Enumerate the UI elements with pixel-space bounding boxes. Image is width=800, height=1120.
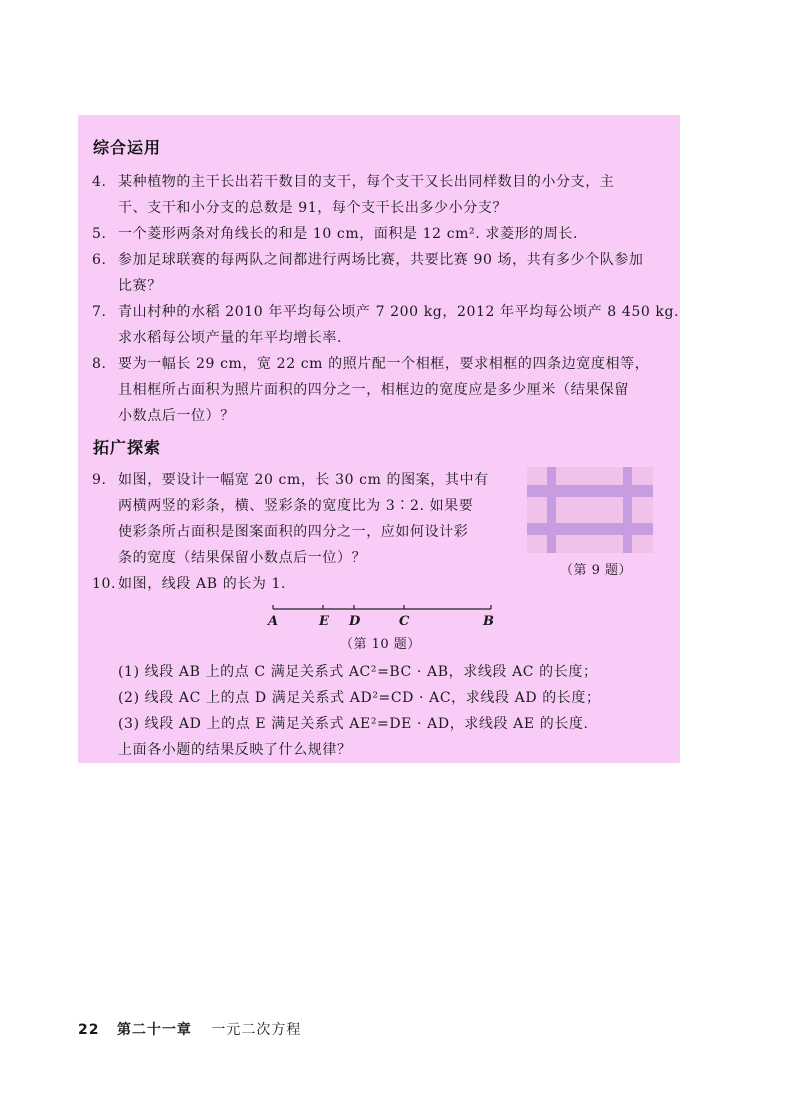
horizontal-stripe [527,485,653,497]
problem-text: 条的宽度（结果保留小数点后一位）？ [118,550,367,566]
problem-text: 某种植物的主干长出若干数目的支干，每个支干又长出同样数目的小分支，主 [118,174,615,190]
problem-text: 要为一幅长 29 cm，宽 22 cm 的照片配一个相框，要求相框的四条边宽度相等， [118,356,650,372]
horizontal-stripe [527,523,653,535]
problem-text: 使彩条所占面积是图案面积的四分之一，应如何设计彩 [118,524,469,540]
point-label-c: C [399,614,410,629]
problem-number: 8. [92,356,107,372]
problem-text: 干、支干和小分支的总数是 91，每个支干长出多少小分支？ [118,200,508,216]
problem-8 [92,351,649,429]
vertical-stripe [623,467,632,553]
subquestion-3: (3) 线段 AD 上的点 E 满足关系式 AE²=DE · AD，求线段 AE 的长度. [118,716,589,732]
problem-text: 如图，要设计一幅宽 20 cm，长 30 cm 的图案，其中有 [118,472,489,488]
problem-number: 9. [92,472,107,488]
problem-text: 如图，线段 AB 的长为 1. [118,576,287,592]
subquestion-1: (1) 线段 AB 上的点 C 满足关系式 AC²=BC · AB，求线段 AC 的长度； [118,664,598,680]
exercise-panel [78,115,680,763]
section-heading-explore: 拓广探索 [93,438,162,457]
problem-4 [92,169,614,221]
problem-number: 7. [92,304,107,320]
point-label-a: A [268,614,279,629]
problem-10-subquestions [118,659,601,763]
problem-5 [92,221,578,247]
point-label-b: B [483,614,494,629]
problem-text: 比赛？ [118,278,162,294]
problem-10 [92,571,286,597]
problem-number: 5. [92,226,107,242]
figure-9-caption: （第 9 题） [560,563,633,578]
page-number: 22 [78,1022,100,1038]
figure-10-caption: （第 10 题） [340,637,421,652]
section-heading-applied: 综合运用 [93,138,162,157]
subquestion-4: 上面各小题的结果反映了什么规律？ [118,742,352,758]
problem-text: 参加足球联赛的每两队之间都进行两场比赛，共要比赛 90 场，共有多少个队参加 [118,252,644,268]
problem-text: 一个菱形两条对角线长的和是 10 cm，面积是 12 cm². 求菱形的周长. [118,226,579,242]
page-footer [78,1019,301,1039]
figure-10-segment [268,601,498,617]
problem-number: 6. [92,252,107,268]
problem-number: 10. [92,576,117,592]
vertical-stripe [547,467,556,553]
point-label-d: D [349,614,361,629]
problem-text: 求水稻每公顷产量的年平均增长率. [118,330,343,346]
chapter-title: 第二十一章 [116,1022,192,1038]
figure-9-pattern [527,467,653,553]
subquestion-2: (2) 线段 AC 上的点 D 满足关系式 AD²=CD · AC，求线段 AD 的长度； [118,690,601,706]
problem-text: 且相框所占面积为照片面积的四分之一，相框边的宽度应是多少厘米（结果保留 [118,382,629,398]
problem-number: 4. [92,174,107,190]
point-label-e: E [319,614,329,629]
problem-text: 两横两竖的彩条，横、竖彩条的宽度比为 3∶2. 如果要 [118,498,474,514]
problem-text: 小数点后一位）？ [118,408,235,424]
problem-6 [92,247,644,299]
chapter-subject: 一元二次方程 [211,1022,302,1038]
problem-7 [92,299,679,351]
problem-9 [92,467,489,571]
problem-text: 青山村种的水稻 2010 年平均每公顷产 7 200 kg，2012 年平均每公顷产 8 450 kg. [118,304,680,320]
